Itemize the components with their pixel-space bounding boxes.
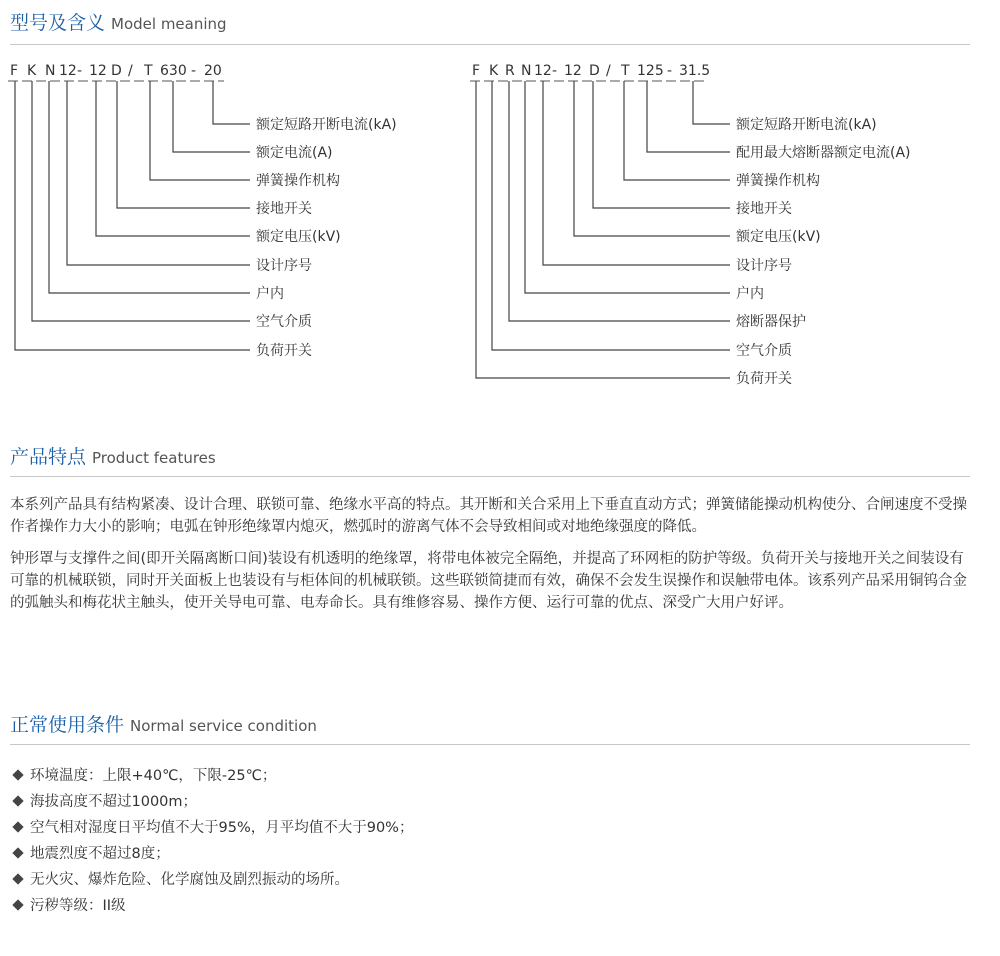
code-part: / [606, 63, 611, 79]
meaning-label: 户内 [736, 286, 764, 302]
code-part: 12 [534, 63, 552, 79]
code-part: F [10, 63, 19, 79]
model-title-cn: 型号及含义 [10, 12, 106, 34]
meaning-label: 空气介质 [256, 314, 312, 330]
conditions-title-en: Normal service condition [130, 717, 317, 735]
condition-text: 污秽等级：II级 [30, 898, 126, 914]
meaning-label: 额定电流(A) [256, 145, 333, 161]
meaning-label: 额定电压(kV) [736, 229, 821, 245]
conditions-section-header [10, 710, 970, 737]
diamond-bullet-icon [12, 873, 23, 884]
meaning-label: 负荷开关 [736, 371, 792, 387]
code-part: N [45, 63, 56, 79]
diamond-bullet-icon [12, 795, 23, 806]
meaning-label: 额定电压(kV) [256, 229, 341, 245]
code-part: - [552, 63, 558, 79]
meaning-label: 配用最大熔断器额定电流(A) [736, 145, 911, 161]
model-right-code [472, 63, 710, 79]
code-part: K [27, 63, 37, 79]
meaning-label: 接地开关 [736, 201, 792, 217]
code-part: N [521, 63, 532, 79]
code-part: K [489, 63, 499, 79]
meaning-label: 设计序号 [256, 258, 312, 274]
code-part: D [111, 63, 122, 79]
list-item [14, 817, 413, 843]
condition-text: 空气相对湿度日平均值不大于95%，月平均值不大于90%； [30, 820, 414, 836]
condition-text: 海拔高度不超过1000m； [30, 794, 198, 810]
condition-text: 无火灾、爆炸危险、化学腐蚀及剧烈振动的场所。 [30, 872, 349, 888]
conditions-divider [10, 744, 970, 745]
diamond-bullet-icon [12, 899, 23, 910]
meaning-label: 户内 [256, 286, 284, 302]
code-part: - [667, 63, 673, 79]
meaning-label: 额定短路开断电流(kA) [256, 117, 397, 133]
meaning-label: 弹簧操作机构 [736, 173, 820, 189]
model-right-labels [736, 116, 911, 387]
code-part: 20 [204, 63, 222, 79]
features-section-header [10, 442, 970, 469]
condition-text: 地震烈度不超过8度； [30, 846, 170, 862]
code-part: F [472, 63, 481, 79]
conditions-list [14, 765, 413, 921]
conditions-title-cn: 正常使用条件 [10, 714, 125, 736]
features-title-cn: 产品特点 [10, 446, 87, 468]
features-paragraph-1: 本系列产品具有结构紧凑、设计合理、联锁可靠、绝缘水平高的特点。其开断和关合采用上下垂直直动方式；弹簧储能操动机构使分、合闸速度不受操作者操作力大小的影响；电弧在钟形绝缘罩内熄灭，燃弧时的游离气体不会导致相间或对地绝缘强度的降低。 [10, 497, 967, 535]
code-part: - [77, 63, 83, 79]
meaning-label: 空气介质 [736, 343, 792, 359]
list-item [14, 843, 413, 869]
code-part: 125 [637, 63, 664, 79]
meaning-label: 弹簧操作机构 [256, 173, 340, 189]
model-left-lines [8, 81, 250, 350]
code-part: 12 [59, 63, 77, 79]
diamond-bullet-icon [12, 847, 23, 858]
code-part: T [144, 63, 153, 79]
model-diagram [0, 0, 1000, 400]
model-title-en: Model meaning [111, 15, 227, 33]
model-left-code [10, 63, 222, 79]
features-title-en: Product features [92, 449, 216, 467]
condition-text: 环境温度：上限+40℃，下限-25℃； [30, 768, 277, 784]
code-part: T [621, 63, 630, 79]
meaning-label: 接地开关 [256, 201, 312, 217]
code-part: 12 [564, 63, 582, 79]
diamond-bullet-icon [12, 821, 23, 832]
code-part: 630 [160, 63, 187, 79]
code-part: 31.5 [679, 63, 711, 79]
features-paragraph-2: 钟形罩与支撑件之间(即开关隔离断口间)装设有机透明的绝缘罩，将带电体被完全隔绝，并提高了环网柜的防护等级。负荷开关与接地开关之间装设有可靠的机械联锁，同时开关面板上也装设有与柜体间的机械联锁。这些联锁简捷而有效，确保不会发生误操作和误触带电体。该系列产品采用铜钨合金的弧触头和梅花状主触头，使开关导电可靠、电寿命长。具有维修容易、操作方便、运行可靠的优点、深受广大用户好评。 [10, 551, 967, 611]
meaning-label: 额定短路开断电流(kA) [736, 117, 877, 133]
model-right-lines [470, 81, 730, 378]
features-divider [10, 476, 970, 477]
meaning-label: 设计序号 [736, 258, 792, 274]
code-part: / [128, 63, 133, 79]
code-part: 12 [89, 63, 107, 79]
list-item [14, 869, 413, 895]
code-part: - [191, 63, 197, 79]
model-left-labels [256, 116, 397, 359]
diamond-bullet-icon [12, 769, 23, 780]
list-item [14, 791, 413, 817]
meaning-label: 负荷开关 [256, 343, 312, 359]
list-item [14, 765, 413, 791]
code-part: R [505, 63, 515, 79]
code-part: D [589, 63, 600, 79]
meaning-label: 熔断器保护 [736, 314, 806, 330]
list-item [14, 895, 413, 921]
